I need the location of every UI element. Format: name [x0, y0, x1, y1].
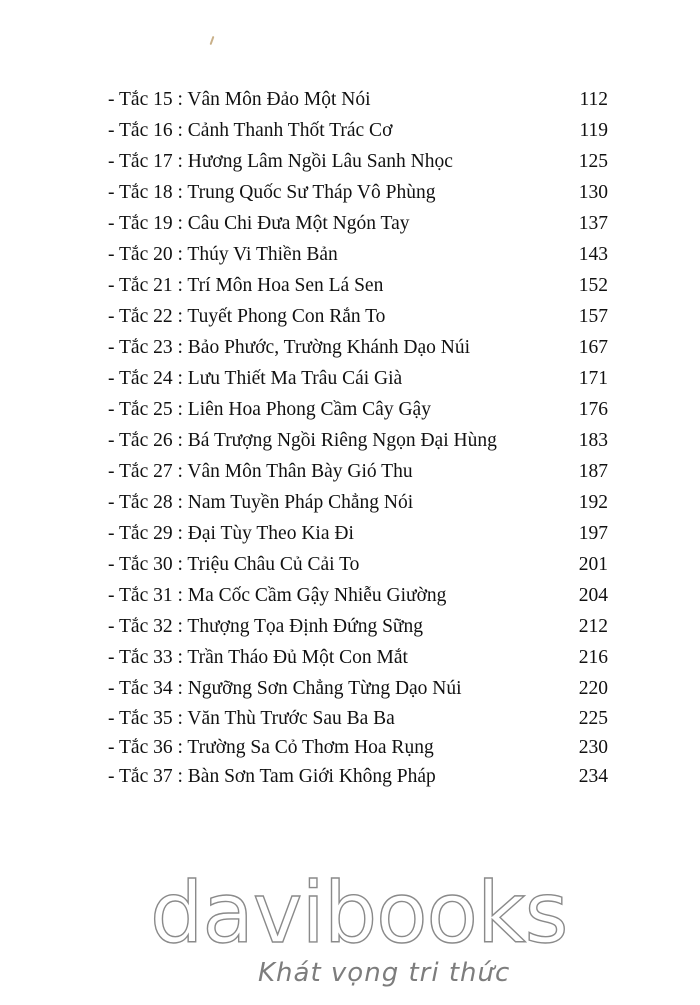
toc-entry: [108, 456, 608, 487]
toc-entry: [108, 642, 608, 673]
toc-entry: [108, 611, 608, 642]
publisher-logo: [150, 864, 568, 995]
toc-entry-title: - Tắc 17 : Hương Lâm Ngồi Lâu Sanh Nhọc: [108, 151, 453, 172]
toc-entry-title: - Tắc 25 : Liên Hoa Phong Cầm Cây Gậy: [108, 399, 431, 420]
toc-entry-page: 125: [578, 151, 608, 172]
toc-entry-page: 212: [578, 616, 608, 637]
toc-entry-title: - Tắc 31 : Ma Cốc Cầm Gậy Nhiễu Giường: [108, 585, 447, 606]
toc-entry-page: 197: [578, 523, 608, 544]
toc-entry-page: 112: [579, 89, 608, 110]
toc-entry-page: 201: [578, 554, 608, 575]
toc-entry-page: 137: [578, 213, 608, 234]
toc-entry-title: - Tắc 33 : Trần Tháo Đủ Một Con Mắt: [108, 647, 408, 668]
toc-entry: [108, 580, 608, 611]
toc-entry-title: - Tắc 19 : Câu Chi Đưa Một Ngón Tay: [108, 213, 410, 234]
toc-entry-page: 157: [578, 306, 608, 327]
toc-entry-page: 216: [578, 647, 608, 668]
toc-entry-title: - Tắc 18 : Trung Quốc Sư Tháp Vô Phùng: [108, 182, 436, 203]
toc-entry: [108, 332, 608, 363]
toc-entry: [108, 487, 608, 518]
toc-entry-title: - Tắc 32 : Thượng Tọa Định Đứng Sững: [108, 616, 423, 637]
toc-entry: [108, 301, 608, 332]
toc-entry: [108, 270, 608, 301]
logo-tagline: Khát vọng tri thức: [258, 958, 511, 988]
toc-entry-title: - Tắc 35 : Văn Thù Trước Sau Ba Ba: [108, 708, 395, 729]
toc-entry-page: 119: [579, 120, 608, 141]
toc-entry-title: - Tắc 20 : Thúy Vi Thiền Bản: [108, 244, 338, 265]
toc-entry-title: - Tắc 22 : Tuyết Phong Con Rắn To: [108, 306, 386, 327]
toc-entry-page: 183: [578, 430, 608, 451]
toc-entry-page: 143: [578, 244, 608, 265]
toc-entry: [108, 115, 608, 146]
paper-speck: [210, 36, 215, 45]
toc-entry-title: - Tắc 37 : Bàn Sơn Tam Giới Không Pháp: [108, 766, 436, 787]
toc-entry-title: - Tắc 16 : Cảnh Thanh Thốt Trác Cơ: [108, 120, 393, 141]
toc-entry: [108, 239, 608, 270]
toc-entry: [108, 518, 608, 549]
toc-entry-title: - Tắc 29 : Đại Tùy Theo Kia Đi: [108, 523, 354, 544]
toc-entry-title: - Tắc 15 : Vân Môn Đảo Một Nói: [108, 89, 371, 110]
toc-entry-title: - Tắc 27 : Vân Môn Thân Bày Gió Thu: [108, 461, 413, 482]
toc-entry: [108, 549, 608, 580]
toc-entry: [108, 673, 608, 704]
toc-entry-page: 167: [578, 337, 608, 358]
toc-entry-page: 152: [578, 275, 608, 296]
toc-entry-title: - Tắc 24 : Lưu Thiết Ma Trâu Cái Già: [108, 368, 403, 389]
toc-entry: [108, 394, 608, 425]
toc-entry: [108, 84, 608, 115]
toc-entry: [108, 146, 608, 177]
toc-entry-title: - Tắc 28 : Nam Tuyền Pháp Chẳng Nói: [108, 492, 414, 513]
toc-entry-title: - Tắc 23 : Bảo Phước, Trường Khánh Dạo Núi: [108, 337, 471, 358]
toc-entry: [108, 177, 608, 208]
toc-entry: [108, 733, 608, 762]
toc-entry-page: 220: [578, 678, 608, 699]
toc-entry: [108, 704, 608, 733]
toc-entry-page: 130: [578, 182, 608, 203]
toc-entry-page: 234: [578, 766, 608, 787]
toc-entry-page: 171: [578, 368, 608, 389]
toc-entry-page: 225: [578, 708, 608, 729]
toc-entry-title: - Tắc 26 : Bá Trượng Ngồi Riêng Ngọn Đại Hùng: [108, 430, 497, 451]
toc-entry-page: 176: [578, 399, 608, 420]
toc-entry-page: 230: [578, 737, 608, 758]
toc-entry-title: - Tắc 30 : Triệu Châu Củ Cải To: [108, 554, 360, 575]
toc-entry: [108, 363, 608, 394]
table-of-contents: [108, 84, 608, 791]
logo-wordmark: davibooks: [150, 864, 568, 962]
toc-entry: [108, 208, 608, 239]
toc-entry: [108, 762, 608, 791]
toc-entry-title: - Tắc 34 : Ngưỡng Sơn Chẳng Từng Dạo Núi: [108, 678, 462, 699]
toc-entry-page: 187: [578, 461, 608, 482]
toc-entry-page: 204: [578, 585, 608, 606]
toc-entry-title: - Tắc 21 : Trí Môn Hoa Sen Lá Sen: [108, 275, 384, 296]
toc-entry-title: - Tắc 36 : Trường Sa Cỏ Thơm Hoa Rụng: [108, 737, 434, 758]
toc-entry: [108, 425, 608, 456]
toc-entry-page: 192: [578, 492, 608, 513]
